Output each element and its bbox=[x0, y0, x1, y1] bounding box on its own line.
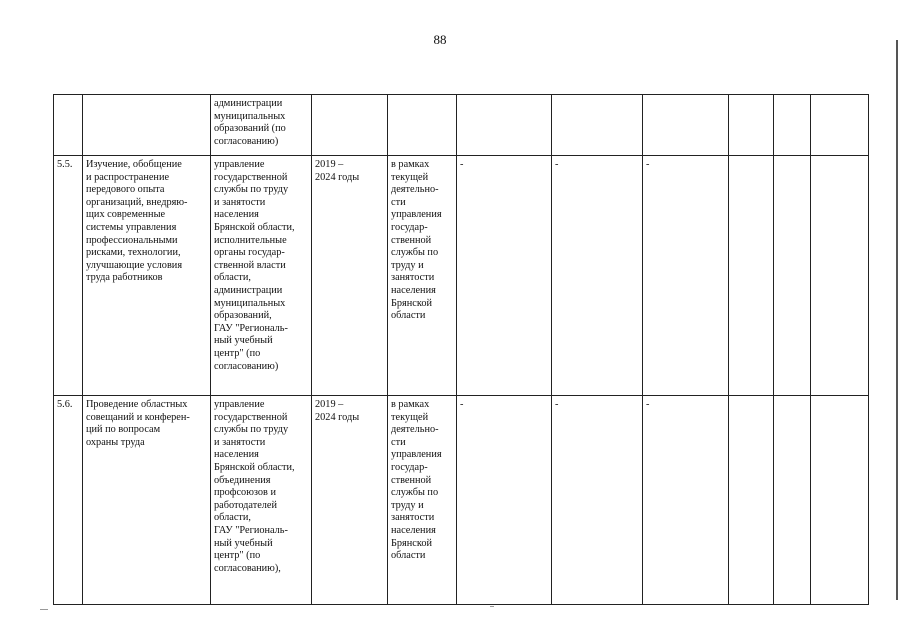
value-cell bbox=[552, 95, 643, 156]
value-cell: - bbox=[643, 156, 729, 396]
table-row-continuation bbox=[54, 95, 869, 156]
row-number-cell bbox=[54, 95, 83, 156]
executor-cell: управление государственной службы по труду и занятости населения Брянской области, объединения профсоюзов и работодателей области, ГАУ "Региональ- ный учебный центр" (по согласованию), bbox=[211, 396, 312, 605]
value-cell: - bbox=[457, 396, 552, 605]
value-cell: - bbox=[643, 396, 729, 605]
period-cell bbox=[312, 95, 388, 156]
activity-plan-table bbox=[53, 94, 869, 605]
value-cell bbox=[729, 156, 774, 396]
value-cell bbox=[774, 156, 811, 396]
executor-cell: управление государственной службы по труду и занятости населения Брянской области, исполнительные органы государ- ственной власти области, администрации муниципальных образований, ГАУ "Региональ- ный учебный центр" (по согласованию) bbox=[211, 156, 312, 396]
activity-title-cell bbox=[83, 95, 211, 156]
activity-title-cell: Проведение областных совещаний и конферен- ций по вопросам охраны труда bbox=[83, 396, 211, 605]
funding-source-cell: в рамках текущей деятельно- сти управления государ- ственной службы по труду и занятости населения Брянской области bbox=[388, 156, 457, 396]
executor-cell: администрации муниципальных образований (по согласованию) bbox=[211, 95, 312, 156]
activity-title-cell: Изучение, обобщение и распространение передового опыта организаций, внедряю- щих современные системы управления профессиональными рисками, технологии, улучшающие условия труда работников bbox=[83, 156, 211, 396]
value-cell: - bbox=[552, 396, 643, 605]
value-cell: - bbox=[457, 156, 552, 396]
scan-artifact bbox=[490, 606, 494, 607]
value-cell bbox=[774, 396, 811, 605]
row-number-cell: 5.5. bbox=[54, 156, 83, 396]
funding-source-cell: в рамках текущей деятельно- сти управления государ- ственной службы по труду и занятости населения Брянской области bbox=[388, 396, 457, 605]
value-cell: - bbox=[552, 156, 643, 396]
period-cell: 2019 – 2024 годы bbox=[312, 156, 388, 396]
scan-artifact bbox=[40, 609, 48, 610]
value-cell bbox=[811, 95, 869, 156]
table-row-5-5 bbox=[54, 156, 869, 396]
value-cell bbox=[811, 396, 869, 605]
value-cell bbox=[457, 95, 552, 156]
row-number-cell: 5.6. bbox=[54, 396, 83, 605]
table-row-5-6 bbox=[54, 396, 869, 605]
value-cell bbox=[811, 156, 869, 396]
period-cell: 2019 – 2024 годы bbox=[312, 396, 388, 605]
scan-edge-line bbox=[896, 40, 898, 600]
value-cell bbox=[643, 95, 729, 156]
value-cell bbox=[729, 95, 774, 156]
page-number: 88 bbox=[433, 32, 447, 47]
value-cell bbox=[729, 396, 774, 605]
funding-source-cell bbox=[388, 95, 457, 156]
value-cell bbox=[774, 95, 811, 156]
